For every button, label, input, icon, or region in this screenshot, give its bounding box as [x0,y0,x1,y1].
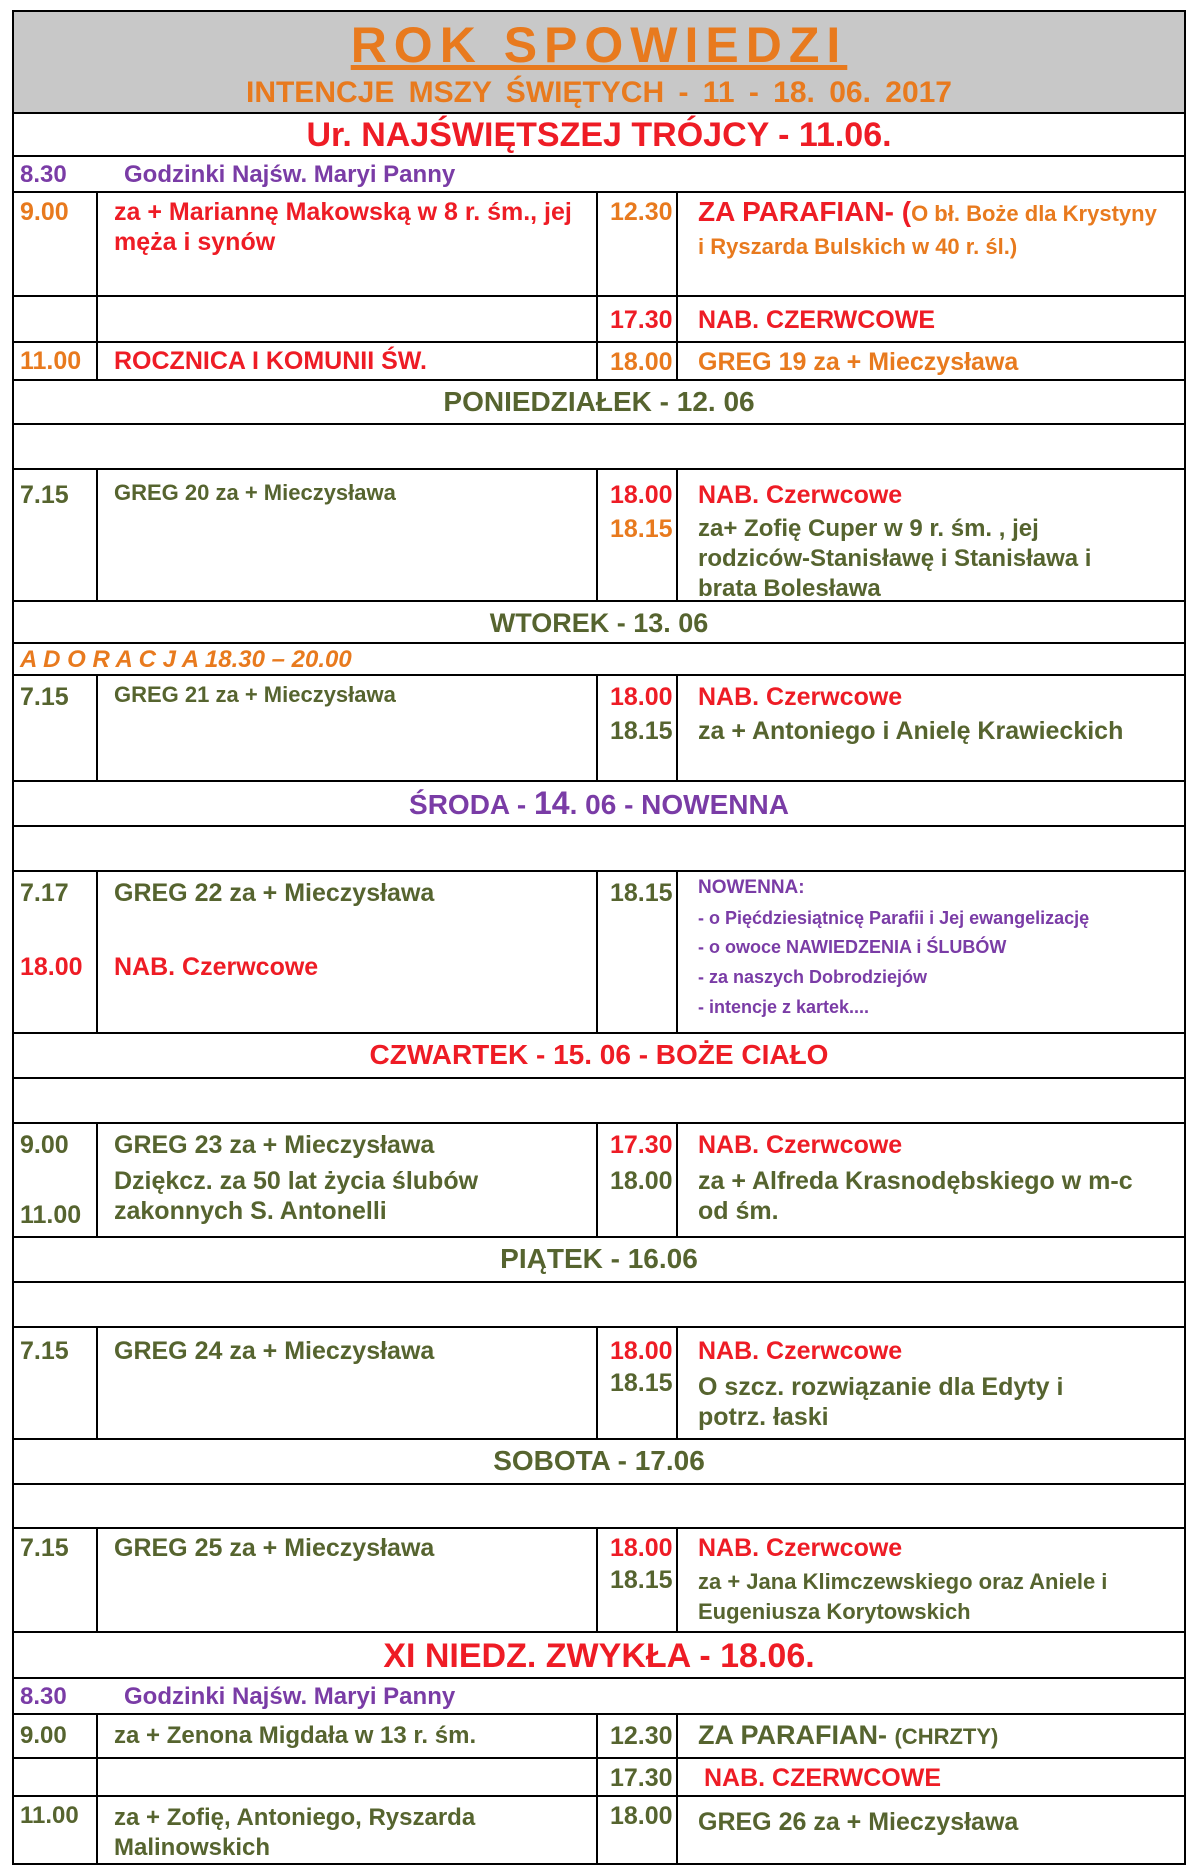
intention: NAB. Czerwcowe [698,1337,903,1365]
time: 12.30 [610,198,673,226]
day-title [14,785,1184,821]
day-title: PONIEDZIAŁEK - 12. 06 [443,386,755,417]
day-title-part: ŚRODA - [409,789,534,820]
time: 18.00 [610,1167,673,1195]
nowenna-item: - za naszych Dobrodziejów [698,967,928,987]
intention-note: O bł. Boże dla Krystyny i Ryszarda Bulskich w 40 r. śl.) [698,201,1157,259]
intention: GREG 19 za + Mieczysława [698,348,1019,376]
time: 9.00 [20,1722,67,1749]
time: 8.30 [20,161,67,188]
mass-row [14,1124,1184,1238]
time: 11.00 [20,1201,82,1229]
mass-row [14,1715,1184,1759]
intention: NAB. Czerwcowe [698,1534,903,1562]
intention: za + Mariannę Makowską w 8 r. śm., jej męża i synów [114,198,572,256]
intention: GREG 22 za + Mieczysława [114,879,435,907]
day-title-part: 14 [534,785,570,821]
intention: za+ Zofię Cuper w 9 r. śm. , jej rodziców-Stanisławę i Stanisława i brata Bolesława [698,515,1092,602]
time: 7.17 [20,879,69,907]
time: 11.00 [20,347,82,375]
day-header-friday [14,1238,1184,1283]
intention: za + Alfreda Krasnodębskiego w m-c od śm. [698,1167,1133,1225]
time: 18.15 [610,515,673,543]
intention: GREG 25 za + Mieczysława [114,1534,435,1562]
time: 17.30 [610,1764,673,1792]
nowenna-item: - o Pięćdziesiątnicę Parafii i Jej ewangelizację [698,908,1090,928]
time: 18.00 [610,1802,673,1830]
day-header-thursday [14,1034,1184,1079]
intention: NAB. Czerwcowe [698,1131,903,1159]
page-title: ROK SPOWIEDZI [350,17,848,73]
time: 18.00 [610,683,673,711]
day-title: Ur. NAJŚWIĘTSZEJ TRÓJCY - 11.06. [306,116,892,154]
intention: GREG 20 za + Mieczysława [114,480,396,505]
time: 18.00 [610,1337,673,1365]
day-header-sunday1 [14,114,1184,157]
intention: Dziękcz. za 50 lat życia ślubów zakonnych S. Antonelli [114,1167,479,1225]
time: 7.15 [20,481,69,509]
godzinki-text: Godzinki Najśw. Maryi Panny [124,161,456,188]
time: 7.15 [20,1534,69,1562]
page-subtitle: INTENCJE MSZY ŚWIĘTYCH - 11 - 18. 06. 2017 [245,76,952,109]
adoracja-row [14,644,1184,676]
mass-row [14,470,1184,602]
intention: za + Zenona Migdała w 13 r. śm. [114,1722,477,1749]
day-header-sunday2 [14,1633,1184,1679]
intention: NAB. CZERWCOWE [698,306,936,334]
intention: NAB. Czerwcowe [114,953,319,981]
intention [698,1720,998,1755]
spacer-row [14,827,1184,872]
day-header-saturday [14,1440,1184,1485]
time: 8.30 [20,1683,67,1710]
mass-row [14,1759,1184,1797]
intention: O szcz. rozwiązanie dla Edyty i potrz. łaski [698,1373,1064,1431]
spacer-row [14,1283,1184,1328]
day-title: XI NIEDZ. ZWYKŁA - 18.06. [383,1637,815,1675]
intention-main: ZA PARAFIAN- ( [698,196,912,227]
intention: za + Jana Klimczewskiego oraz Aniele i Eugeniusza Korytowskich [698,1569,1108,1624]
time: 18.15 [610,1566,673,1594]
intention: NAB. Czerwcowe [698,683,903,711]
time: 9.00 [20,1131,69,1159]
time: 7.15 [20,1337,69,1365]
spacer-row [14,1079,1184,1124]
day-title: PIĄTEK - 16.06 [500,1243,698,1274]
time: 18.00 [610,348,673,376]
adoracja-text: A D O R A C J A 18.30 – 20.00 [20,646,352,673]
time: 9.00 [20,198,69,226]
intention-main: ZA PARAFIAN- [698,1720,895,1750]
godzinki-row-sunday1 [14,157,1184,193]
day-header-monday [14,381,1184,425]
nowenna-title: NOWENNA: [698,877,805,898]
intention: GREG 26 za + Mieczysława [698,1808,1019,1836]
mass-row [14,1797,1184,1863]
day-title-part: . 06 - NOWENNA [569,789,789,820]
spacer-row [14,425,1184,470]
header [14,12,1184,114]
time: 18.00 [610,1534,673,1562]
time: 12.30 [610,1722,673,1750]
intention: GREG 21 za + Mieczysława [114,682,396,707]
godzinki-row-sunday2 [14,1679,1184,1715]
schedule-sheet [12,10,1186,1865]
time: 11.00 [20,1802,79,1829]
time: 18.15 [610,1369,673,1397]
intention: GREG 24 za + Mieczysława [114,1337,435,1365]
spacer-row [14,1485,1184,1529]
intention: GREG 23 za + Mieczysława [114,1131,435,1159]
godzinki-text: Godzinki Najśw. Maryi Panny [124,1683,456,1710]
mass-row [14,1328,1184,1440]
mass-row [14,872,1184,1034]
mass-row [14,343,1184,381]
intention: za + Antoniego i Anielę Krawieckich [698,717,1124,745]
mass-row [14,1529,1184,1633]
time: 18.00 [20,953,83,981]
day-title: SOBOTA - 17.06 [493,1445,705,1476]
time: 18.15 [610,879,673,907]
time: 17.30 [610,1131,673,1159]
intention: NAB. Czerwcowe [698,481,903,509]
day-header-tuesday [14,602,1184,644]
day-title: CZWARTEK - 15. 06 - BOŻE CIAŁO [369,1039,829,1070]
intention-note: (CHRZTY) [894,1724,999,1749]
intention: NAB. CZERWCOWE [704,1764,942,1792]
mass-row [14,297,1184,343]
time: 17.30 [610,306,673,334]
nowenna-item: - o owoce NAWIEDZENIA i ŚLUBÓW [698,937,1007,957]
day-header-wednesday [14,782,1184,827]
nowenna-item: - intencje z kartek.... [698,997,870,1017]
time: 18.15 [610,717,673,745]
intention: za + Zofię, Antoniego, Ryszarda Malinowskich [114,1804,476,1861]
intention: ROCZNICA I KOMUNII ŚW. [114,347,427,375]
time: 18.00 [610,481,673,509]
intention [698,197,1168,265]
mass-row [14,193,1184,297]
day-title: WTOREK - 13. 06 [489,608,709,638]
time: 7.15 [20,683,69,711]
mass-row [14,676,1184,782]
